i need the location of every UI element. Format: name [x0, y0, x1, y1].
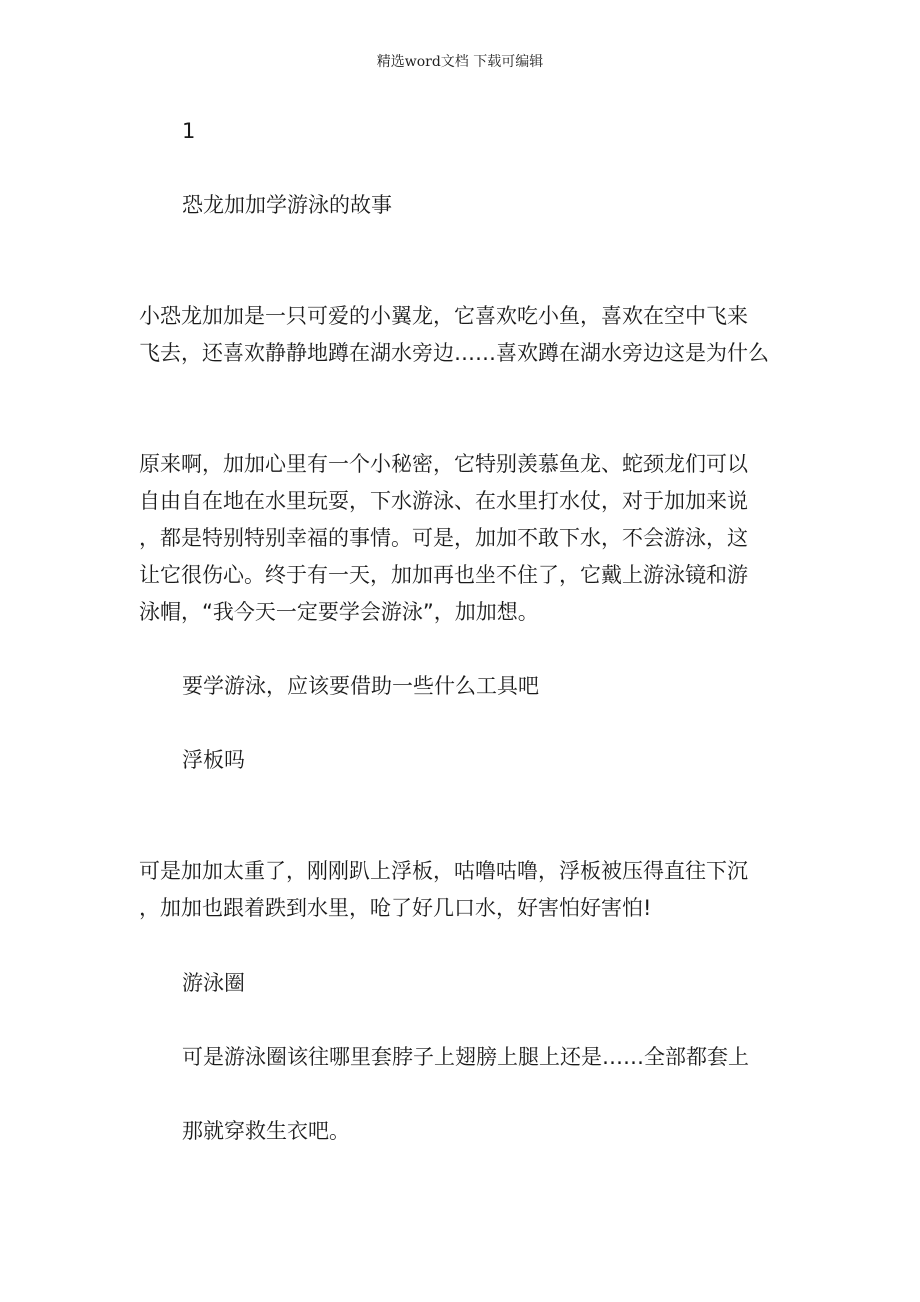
paragraph-line: 让它很伤心。终于有一天，加加再也坐不住了，它戴上游泳镜和游 [139, 563, 748, 587]
paragraph-question-5: 那就穿救生衣吧。 [182, 1119, 350, 1143]
page-number: 1 [182, 119, 196, 143]
paragraph-line: 泳帽，“我今天一定要学会游泳”，加加想。 [139, 600, 539, 624]
paragraph-line: ，加加也跟着跌到水里，呛了好几口水，好害怕好害怕! [139, 896, 652, 920]
paragraph-question-1: 要学游泳，应该要借助一些什么工具吧 [182, 674, 539, 698]
paragraph-question-4: 可是游泳圈该往哪里套脖子上翅膀上腿上还是……全部都套上 [182, 1045, 749, 1069]
paragraph-line: 小恐龙加加是一只可爱的小翼龙，它喜欢吃小鱼，喜欢在空中飞来 [139, 304, 748, 328]
paragraph-line: 可是加加太重了，刚刚趴上浮板，咕噜咕噜，浮板被压得直往下沉 [139, 859, 748, 883]
story-title: 恐龙加加学游泳的故事 [182, 193, 392, 217]
page-header: 精选word文档 下载可编辑 [376, 54, 544, 70]
paragraph-line: 自由自在地在水里玩耍，下水游泳、在水里打水仗，对于加加来说 [139, 489, 748, 513]
paragraph-line: 原来啊，加加心里有一个小秘密，它特别羡慕鱼龙、蛇颈龙们可以 [139, 452, 748, 476]
paragraph-line: ，都是特别特别幸福的事情。可是，加加不敢下水，不会游泳，这 [139, 526, 748, 550]
paragraph-line: 飞去，还喜欢静静地蹲在湖水旁边……喜欢蹲在湖水旁边这是为什么 [139, 341, 769, 365]
paragraph-question-2: 浮板吗 [182, 748, 245, 772]
paragraph-question-3: 游泳圈 [182, 971, 245, 995]
